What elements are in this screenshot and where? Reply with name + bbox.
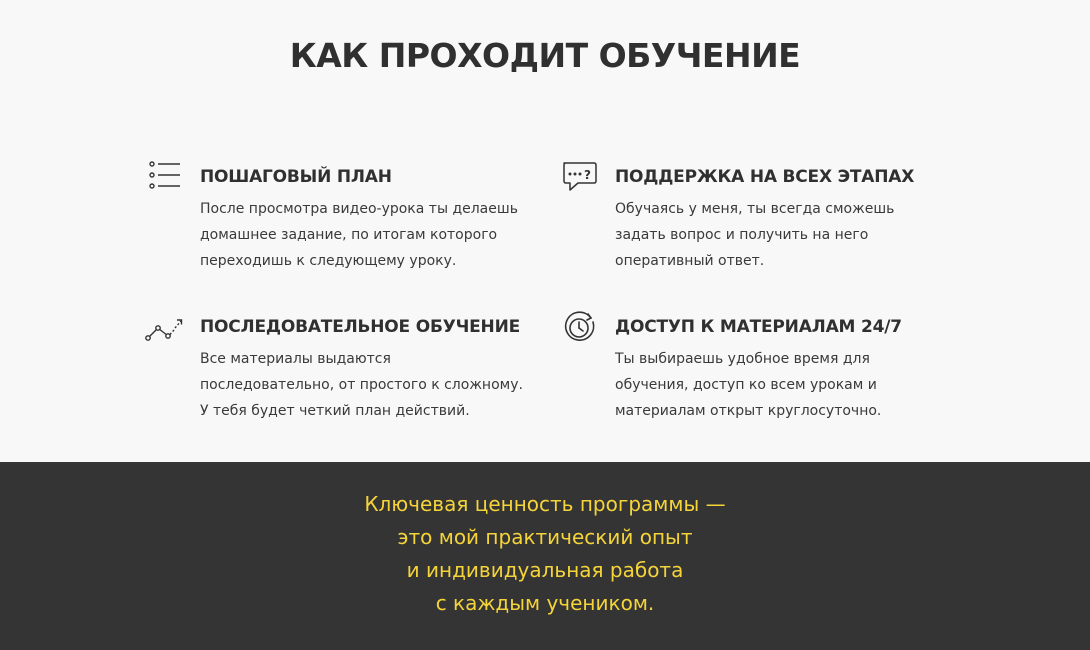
value-quote — [0, 488, 1090, 620]
value-banner — [0, 462, 1090, 650]
feature-title: ПОДДЕРЖКА НА ВСЕХ ЭТАПАХ — [615, 167, 915, 187]
quote-line: Ключевая ценность программы — — [364, 492, 726, 516]
feature-access-24-7 — [615, 316, 945, 424]
feature-title: ПОСЛЕДОВАТЕЛЬНОЕ ОБУЧЕНИЕ — [200, 317, 521, 337]
quote-line: это мой практический опыт — [397, 525, 693, 549]
progress-path-icon — [144, 308, 184, 348]
quote-line: и индивидуальная работа — [406, 558, 684, 582]
svg-text:?: ? — [584, 168, 591, 182]
feature-description: Обучаясь у меня, ты всегда сможешь задать вопрос и получить на него оперативный ответ. — [615, 201, 895, 269]
feature-sequential — [200, 316, 525, 424]
list-icon — [144, 158, 184, 198]
feature-description: После просмотра видео-урока ты делаешь домашнее задание, по итогам которого переходишь к следующему уроку. — [200, 201, 518, 269]
quote-line: с каждым учеником. — [435, 591, 655, 615]
feature-title: ДОСТУП К МАТЕРИАЛАМ 24/7 — [615, 317, 902, 337]
chat-question-icon — [559, 158, 599, 198]
feature-title: ПОШАГОВЫЙ ПЛАН — [200, 167, 392, 187]
feature-step-plan — [200, 166, 525, 274]
section-title: КАК ПРОХОДИТ ОБУЧЕНИЕ — [289, 36, 801, 75]
feature-description: Ты выбираешь удобное время для обучения, доступ ко всем урокам и материалам открыт круглосуточно. — [615, 351, 882, 419]
feature-support — [584, 166, 945, 274]
clock-icon — [559, 308, 599, 348]
feature-description: Все материалы выдаются последовательно, от простого к сложному. У тебя будет четкий план действий. — [200, 351, 523, 419]
